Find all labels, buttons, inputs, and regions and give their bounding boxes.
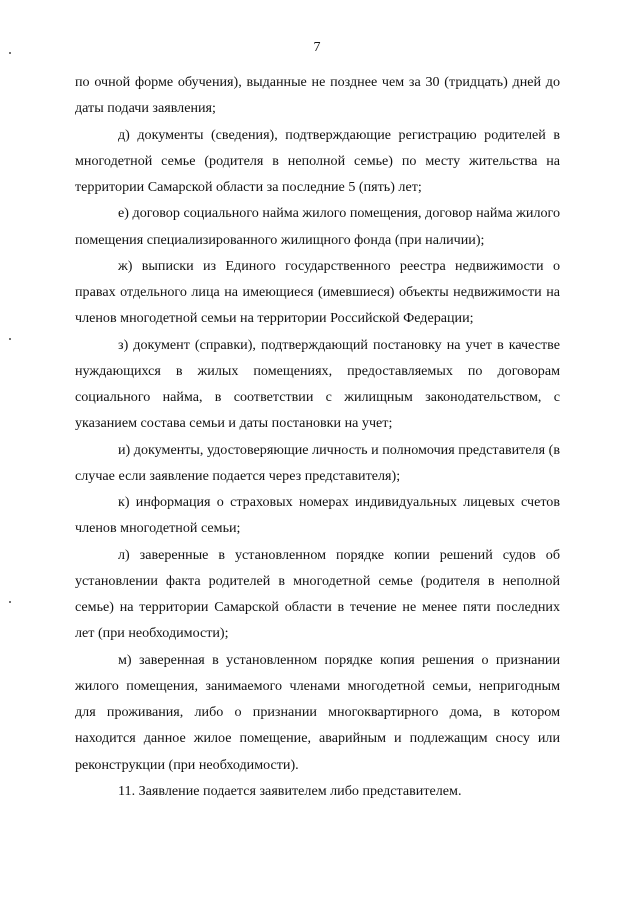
paragraph-item-zh: ж) выписки из Единого государственного реестра недвижимости о правах отдельного лица на имеющиеся (имевшиеся) объекты недвижимости на членов многодетной семьи на территории Российской Федерации; <box>75 257 560 327</box>
paragraph-item-m: м) заверенная в установленном порядке копия решения о признании жилого помещения, занимаемого членами многодетной семьи, непригодным для проживания, либо о признании многоквартирного дома, в котором находится данное жилое помещение, аварийным и подлежащим сносу или реконструкции (при необходимости). <box>75 651 560 773</box>
paragraph-item-d: д) документы (сведения), подтверждающие регистрацию родителей в многодетной семье (родителя в неполной семье) по месту жительства на территории Самарской области за последние 5 (пять) лет; <box>75 126 560 195</box>
paragraph-item-z: з) документ (справки), подтверждающий постановку на учет в качестве нуждающихся в жилых помещениях, предоставляемых по договорам социального найма, в соответствии с жилищным законодательством, с указанием состава семьи и даты постановки на учет; <box>75 336 560 432</box>
paragraph-item-k: к) информация о страховых номерах индивидуальных лицевых счетов членов многодетной семьи; <box>75 494 560 537</box>
page-number: 7 <box>313 40 321 55</box>
paragraph-item-e: е) договор социального найма жилого помещения, договор найма жилого помещения специализированного жилищного фонда (при наличии); <box>75 205 560 248</box>
paragraph-item-i: и) документы, удостоверяющие личность и полномочия представителя (в случае если заявление подается через представителя); <box>75 441 560 484</box>
scan-artifact-dot <box>9 338 11 340</box>
paragraph-continuation: по очной форме обучения), выданные не позднее чем за 30 (тридцать) дней до даты подачи заявления; <box>75 74 560 117</box>
document-body <box>75 69 560 804</box>
scan-artifact-dot <box>9 601 11 603</box>
paragraph-clause-11: 11. Заявление подается заявителем либо представителем. <box>118 782 462 799</box>
paragraph-item-l: л) заверенные в установленном порядке копии решений судов об установлении факта родителей в многодетной семье (родителя в неполной семье) на территории Самарской области в течение не менее пяти последних лет (при необходимости); <box>75 546 560 642</box>
